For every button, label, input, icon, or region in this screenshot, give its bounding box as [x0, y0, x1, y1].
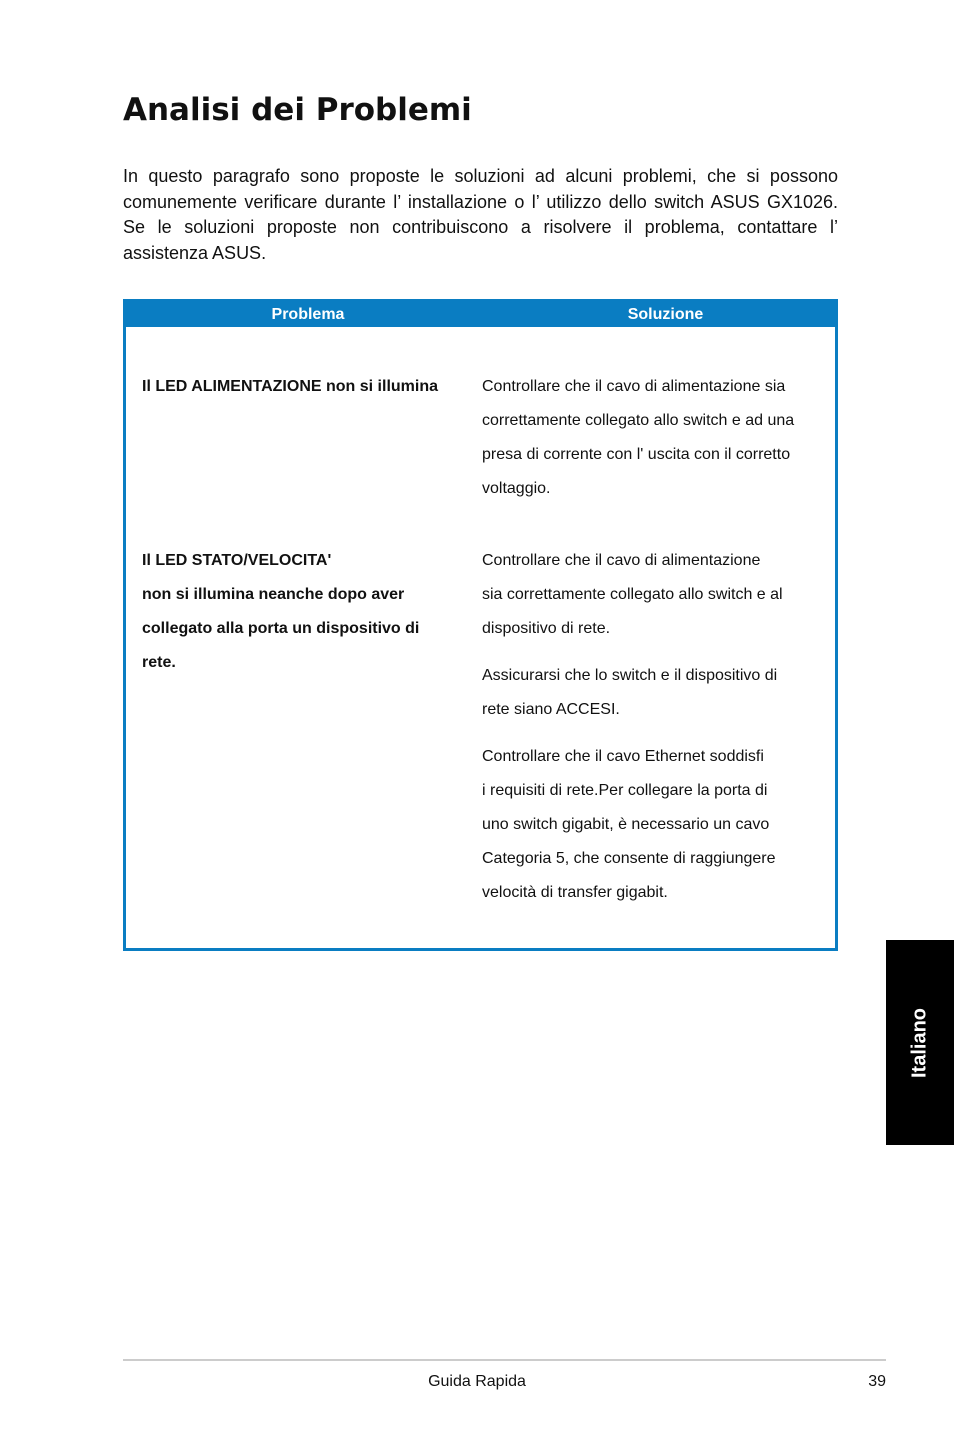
- row-2-problem-line: collegato alla porta un dispositivo di: [142, 620, 420, 637]
- row-2-solution-line: dispositivo di rete.: [482, 620, 611, 637]
- row-2-solution-line: i requisiti di rete.Per collegare la porta di: [482, 782, 768, 799]
- row-2-solution-line: Controllare che il cavo Ethernet soddisfi: [482, 748, 764, 765]
- row-2-solution-line: velocità di transfer gigabit.: [482, 884, 668, 901]
- row-2-solution-line: sia correttamente collegato allo switch e al: [482, 586, 783, 603]
- intro-paragraph: In questo paragrafo sono proposte le soluzioni ad alcuni problemi, che si possono comunemente verificare durante l’ installazione o l’ utilizzo dello switch ASUS GX1026. Se le soluzioni proposte non contribuiscono a risolvere il problema, contattare l’ assistenza ASUS.: [123, 166, 838, 263]
- row-2-solution-line: Assicurarsi che lo switch e il dispositivo di: [482, 667, 778, 684]
- footer-divider: [123, 1359, 886, 1361]
- row-2-solution-line: uno switch gigabit, è necessario un cavo: [482, 816, 770, 833]
- row-1-solution-line: Controllare che il cavo di alimentazione sia: [482, 378, 786, 395]
- row-2-solution-1: [482, 544, 832, 646]
- header-problem: Problema: [271, 306, 345, 323]
- page-title: Analisi dei Problemi: [123, 92, 472, 128]
- row-2-solution-line: Categoria 5, che consente di raggiungere: [482, 850, 776, 867]
- row-1-solution-line: presa di corrente con l' uscita con il corretto: [482, 446, 791, 463]
- language-tab: [886, 940, 954, 1145]
- table-header: [123, 299, 838, 327]
- row-1-solution-line: correttamente collegato allo switch e ad una: [482, 412, 795, 429]
- language-label: Italiano: [908, 1007, 931, 1078]
- row-1-problem-line: Il LED ALIMENTAZIONE non si illumina: [142, 378, 438, 395]
- row-1-problem: [142, 370, 472, 404]
- row-1-solution: [482, 370, 832, 506]
- row-2-solution-line: rete siano ACCESI.: [482, 701, 620, 718]
- row-2-solution-2: [482, 659, 832, 727]
- troubleshooting-table: [123, 299, 838, 951]
- header-solution: Soluzione: [627, 306, 704, 323]
- row-2-problem-line: Il LED STATO/VELOCITA': [142, 552, 332, 569]
- row-2-problem: [142, 544, 472, 680]
- footer-title: Guida Rapida: [428, 1373, 526, 1390]
- row-2-problem-line: rete.: [142, 654, 176, 671]
- row-2-solution-3: [482, 740, 832, 910]
- row-2-problem-line: non si illumina neanche dopo aver: [142, 586, 405, 603]
- row-1-solution-line: voltaggio.: [482, 480, 551, 497]
- row-2-solution-line: Controllare che il cavo di alimentazione: [482, 552, 761, 569]
- page-number: 39: [868, 1373, 886, 1390]
